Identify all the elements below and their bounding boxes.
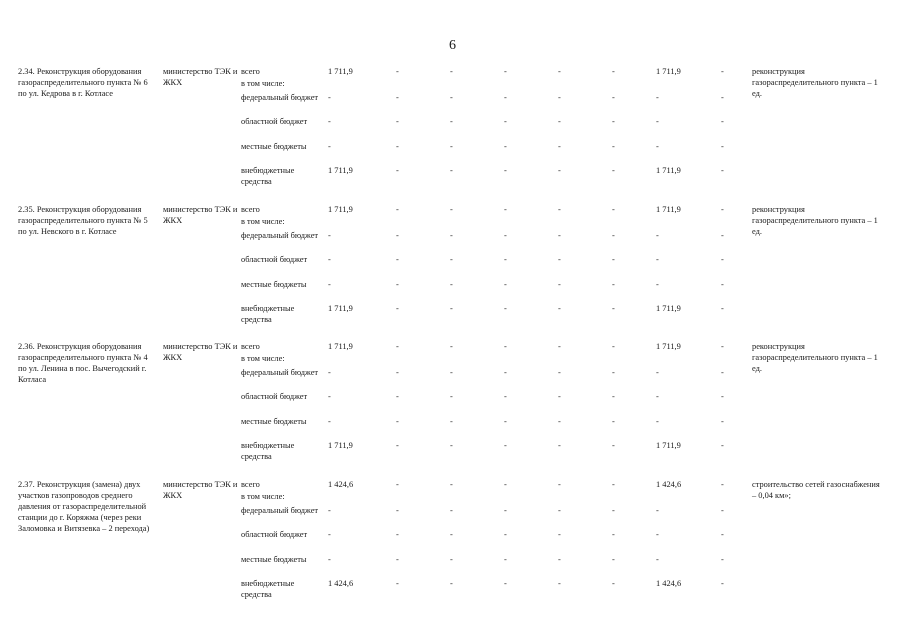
year-value: - xyxy=(558,579,561,588)
measure-title: 2.36. Реконструкция оборудования газораспределительного пункта № 4 по ул. Ленина в пос. Вычегодский г. Котласа xyxy=(18,342,148,384)
year-value: - xyxy=(450,441,453,450)
year-value: - xyxy=(558,280,561,289)
year-value: - xyxy=(450,255,453,264)
year-value: - xyxy=(504,342,507,351)
year-value: - xyxy=(612,506,615,515)
expected-result: реконструкция газораспределительного пункта – 1 ед. xyxy=(752,67,878,98)
total-value: 1 711,9 xyxy=(328,342,353,351)
year-value: - xyxy=(558,417,561,426)
funding-source-label: областной бюджет xyxy=(241,392,308,401)
year-value: - xyxy=(558,368,561,377)
year-value: - xyxy=(558,304,561,313)
year-value-last: - xyxy=(721,368,724,377)
year-value: - xyxy=(396,117,399,126)
year-value: - xyxy=(396,530,399,539)
year-value: - xyxy=(612,67,615,76)
year-value: - xyxy=(504,205,507,214)
total-value: - xyxy=(328,280,331,289)
funding-source-label: всего xyxy=(241,67,260,76)
year-value: - xyxy=(558,205,561,214)
year-value-last: - xyxy=(721,205,724,214)
funding-source-label: всего xyxy=(241,342,260,351)
year-value-last: - xyxy=(721,530,724,539)
year-value: - xyxy=(558,555,561,564)
responsible-executor: министерство ТЭК и ЖКХ xyxy=(163,205,238,225)
year-value: - xyxy=(558,117,561,126)
funding-source-label: всего xyxy=(241,480,260,489)
total-value: 1 424,6 xyxy=(328,480,354,489)
year-value: - xyxy=(504,67,507,76)
year-value: - xyxy=(612,555,615,564)
year-value-last: - xyxy=(721,255,724,264)
responsible-executor: министерство ТЭК и ЖКХ xyxy=(163,342,238,362)
funding-source-label: внебюджетные средства xyxy=(241,579,295,599)
year-value: - xyxy=(504,579,507,588)
year-value: - xyxy=(504,506,507,515)
year-value: - xyxy=(504,166,507,175)
year-value-main: - xyxy=(656,117,659,126)
year-value: - xyxy=(450,205,453,214)
measure-title: 2.35. Реконструкция оборудования газораспределительного пункта № 5 по ул. Невского в г. Котласе xyxy=(18,205,148,236)
year-value: - xyxy=(396,368,399,377)
year-value: - xyxy=(450,304,453,313)
year-value-main: 1 711,9 xyxy=(656,342,681,351)
total-value: - xyxy=(328,117,331,126)
year-value: - xyxy=(450,392,453,401)
year-value-main: 1 711,9 xyxy=(656,441,681,450)
year-value: - xyxy=(558,480,561,489)
year-value-last: - xyxy=(721,392,724,401)
year-value-main: - xyxy=(656,280,659,289)
year-value: - xyxy=(612,93,615,102)
year-value: - xyxy=(396,93,399,102)
year-value: - xyxy=(612,205,615,214)
year-value-main: - xyxy=(656,231,659,240)
funding-source-label: федеральный бюджет xyxy=(241,368,319,377)
year-value-last: - xyxy=(721,342,724,351)
year-value-last: - xyxy=(721,67,724,76)
funding-source-label: всего xyxy=(241,205,260,214)
total-value: - xyxy=(328,231,331,240)
total-value: - xyxy=(328,93,331,102)
year-value: - xyxy=(450,67,453,76)
year-value-last: - xyxy=(721,417,724,426)
year-value: - xyxy=(396,392,399,401)
year-value-main: - xyxy=(656,555,659,564)
funding-source-label: в том числе: xyxy=(241,79,285,88)
year-value: - xyxy=(396,480,399,489)
total-value: - xyxy=(328,530,331,539)
year-value: - xyxy=(558,506,561,515)
year-value-last: - xyxy=(721,579,724,588)
year-value: - xyxy=(450,417,453,426)
year-value: - xyxy=(612,117,615,126)
year-value: - xyxy=(450,166,453,175)
funding-source-label: внебюджетные средства xyxy=(241,304,295,324)
year-value: - xyxy=(450,280,453,289)
year-value: - xyxy=(504,280,507,289)
year-value: - xyxy=(396,506,399,515)
year-value: - xyxy=(396,555,399,564)
page-number: 6 xyxy=(449,38,456,53)
year-value: - xyxy=(396,417,399,426)
funding-source-label: местные бюджеты xyxy=(241,142,307,151)
funding-source-label: местные бюджеты xyxy=(241,555,307,564)
year-value: - xyxy=(558,142,561,151)
year-value-last: - xyxy=(721,280,724,289)
year-value: - xyxy=(558,392,561,401)
funding-source-label: в том числе: xyxy=(241,217,285,226)
year-value: - xyxy=(396,166,399,175)
year-value: - xyxy=(612,392,615,401)
year-value-last: - xyxy=(721,117,724,126)
year-value-main: - xyxy=(656,417,659,426)
total-value: - xyxy=(328,417,331,426)
total-value: - xyxy=(328,392,331,401)
total-value: 1 711,9 xyxy=(328,205,353,214)
funding-source-label: областной бюджет xyxy=(241,530,308,539)
funding-source-label: местные бюджеты xyxy=(241,417,307,426)
year-value: - xyxy=(612,368,615,377)
year-value: - xyxy=(396,142,399,151)
year-value: - xyxy=(612,231,615,240)
year-value: - xyxy=(504,304,507,313)
year-value: - xyxy=(396,205,399,214)
year-value-main: - xyxy=(656,392,659,401)
total-value: - xyxy=(328,506,331,515)
measure-title: 2.37. Реконструкция (замена) двух участков газопроводов среднего давления от газораспределительной станции до г. Коряжма (через реки Заломовка и Витязевка – 2 перехода) xyxy=(18,480,150,533)
year-value: - xyxy=(450,480,453,489)
year-value: - xyxy=(612,304,615,313)
year-value: - xyxy=(558,530,561,539)
year-value: - xyxy=(450,93,453,102)
year-value-main: 1 424,6 xyxy=(656,480,682,489)
total-value: - xyxy=(328,368,331,377)
year-value: - xyxy=(396,579,399,588)
year-value: - xyxy=(450,506,453,515)
year-value: - xyxy=(396,441,399,450)
year-value: - xyxy=(558,231,561,240)
measure-title: 2.34. Реконструкция оборудования газораспределительного пункта № 6 по ул. Кедрова в г. Котласе xyxy=(18,67,148,98)
year-value: - xyxy=(612,441,615,450)
year-value-last: - xyxy=(721,555,724,564)
year-value: - xyxy=(558,342,561,351)
total-value: 1 711,9 xyxy=(328,441,353,450)
year-value: - xyxy=(450,142,453,151)
year-value-last: - xyxy=(721,166,724,175)
year-value: - xyxy=(612,417,615,426)
year-value: - xyxy=(450,530,453,539)
total-value: 1 424,6 xyxy=(328,579,354,588)
year-value: - xyxy=(504,142,507,151)
year-value: - xyxy=(450,342,453,351)
year-value-main: - xyxy=(656,506,659,515)
funding-source-label: областной бюджет xyxy=(241,255,308,264)
year-value: - xyxy=(504,417,507,426)
year-value-main: 1 424,6 xyxy=(656,579,682,588)
year-value: - xyxy=(558,441,561,450)
responsible-executor: министерство ТЭК и ЖКХ xyxy=(163,480,238,500)
year-value-last: - xyxy=(721,506,724,515)
year-value-last: - xyxy=(721,304,724,313)
year-value-last: - xyxy=(721,441,724,450)
total-value: 1 711,9 xyxy=(328,166,353,175)
expected-result: строительство сетей газоснабжения – 0,04 км»; xyxy=(752,480,880,500)
responsible-executor: министерство ТЭК и ЖКХ xyxy=(163,67,238,87)
year-value-main: - xyxy=(656,530,659,539)
year-value-last: - xyxy=(721,93,724,102)
year-value: - xyxy=(504,441,507,450)
year-value-last: - xyxy=(721,231,724,240)
year-value: - xyxy=(612,166,615,175)
year-value-main: - xyxy=(656,368,659,377)
expected-result: реконструкция газораспределительного пункта – 1 ед. xyxy=(752,342,878,373)
year-value: - xyxy=(612,342,615,351)
year-value: - xyxy=(612,579,615,588)
year-value-main: - xyxy=(656,93,659,102)
year-value: - xyxy=(504,368,507,377)
expected-result: реконструкция газораспределительного пункта – 1 ед. xyxy=(752,205,878,236)
year-value: - xyxy=(612,280,615,289)
funding-source-label: федеральный бюджет xyxy=(241,506,319,515)
funding-source-label: местные бюджеты xyxy=(241,280,307,289)
year-value: - xyxy=(396,304,399,313)
total-value: - xyxy=(328,142,331,151)
year-value: - xyxy=(612,480,615,489)
year-value: - xyxy=(396,231,399,240)
funding-source-label: внебюджетные средства xyxy=(241,441,295,461)
total-value: - xyxy=(328,555,331,564)
year-value: - xyxy=(558,67,561,76)
funding-source-label: внебюджетные средства xyxy=(241,166,295,186)
funding-source-label: в том числе: xyxy=(241,492,285,501)
year-value: - xyxy=(504,392,507,401)
year-value: - xyxy=(450,231,453,240)
total-value: 1 711,9 xyxy=(328,67,353,76)
year-value-last: - xyxy=(721,480,724,489)
year-value: - xyxy=(396,255,399,264)
year-value: - xyxy=(558,166,561,175)
year-value: - xyxy=(504,231,507,240)
year-value: - xyxy=(612,142,615,151)
year-value-main: 1 711,9 xyxy=(656,205,681,214)
year-value-main: - xyxy=(656,142,659,151)
year-value: - xyxy=(558,255,561,264)
year-value: - xyxy=(396,280,399,289)
year-value: - xyxy=(396,67,399,76)
year-value: - xyxy=(504,480,507,489)
total-value: - xyxy=(328,255,331,264)
year-value: - xyxy=(558,93,561,102)
year-value: - xyxy=(612,530,615,539)
total-value: 1 711,9 xyxy=(328,304,353,313)
year-value: - xyxy=(504,555,507,564)
year-value-main: - xyxy=(656,255,659,264)
year-value-main: 1 711,9 xyxy=(656,67,681,76)
year-value: - xyxy=(612,255,615,264)
year-value: - xyxy=(450,579,453,588)
year-value-main: 1 711,9 xyxy=(656,166,681,175)
year-value: - xyxy=(450,117,453,126)
year-value: - xyxy=(504,93,507,102)
year-value: - xyxy=(504,530,507,539)
year-value: - xyxy=(504,255,507,264)
year-value: - xyxy=(396,342,399,351)
funding-source-label: федеральный бюджет xyxy=(241,93,319,102)
funding-source-label: в том числе: xyxy=(241,354,285,363)
funding-source-label: федеральный бюджет xyxy=(241,231,319,240)
year-value: - xyxy=(450,368,453,377)
year-value: - xyxy=(504,117,507,126)
year-value: - xyxy=(450,555,453,564)
funding-source-label: областной бюджет xyxy=(241,117,308,126)
year-value-main: 1 711,9 xyxy=(656,304,681,313)
year-value-last: - xyxy=(721,142,724,151)
